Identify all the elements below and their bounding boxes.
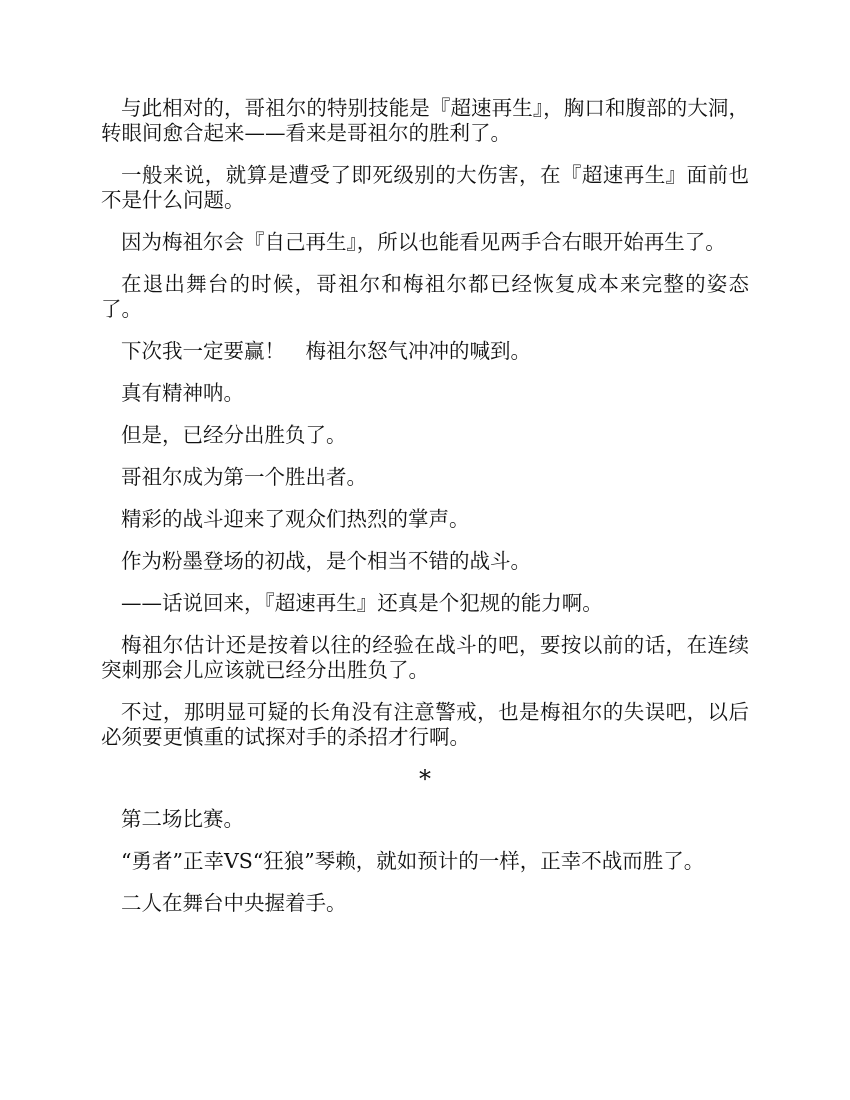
section-separator: * (419, 765, 431, 793)
paragraph: 二人在舞台中央握着手。 (121, 891, 347, 915)
paragraph: 因为梅祖尔会『自己再生』，所以也能看见两手合右眼开始再生了。 (121, 230, 726, 254)
paragraph: 但是，已经分出胜负了。 (121, 423, 347, 447)
paragraph: 一般来说，就算是遭受了即死级别的大伤害，在『超速再生』面前也不是什么问题。 (101, 163, 749, 212)
paragraph: 真有精神呐。 (121, 381, 244, 405)
paragraph: 不过，那明显可疑的长角没有注意警戒，也是梅祖尔的失误吧，以后必须要更慎重的试探对手的杀招才行啊。 (101, 700, 749, 749)
paragraph: 在退出舞台的时候，哥祖尔和梅祖尔都已经恢复成本来完整的姿态了。 (101, 272, 749, 321)
paragraph: “勇者”正幸VS“狂狼”琴赖，就如预计的一样，正幸不战而胜了。 (121, 849, 705, 873)
paragraph: 哥祖尔成为第一个胜出者。 (121, 465, 367, 489)
paragraph: 第二场比赛。 (121, 807, 244, 831)
document-page (101, 96, 749, 933)
paragraph: 作为粉墨登场的初战，是个相当不错的战斗。 (121, 549, 531, 573)
paragraph: 梅祖尔估计还是按着以往的经验在战斗的吧，要按以前的话，在连续突刺那会儿应该就已经分出胜负了。 (101, 633, 749, 682)
paragraph: 精彩的战斗迎来了观众们热烈的掌声。 (121, 507, 470, 531)
paragraph: ——话说回来，『超速再生』还真是个犯规的能力啊。 (121, 591, 603, 615)
paragraph: 与此相对的，哥祖尔的特别技能是『超速再生』，胸口和腹部的大洞，转眼间愈合起来——看来是哥祖尔的胜利了。 (101, 96, 749, 145)
paragraph: 下次我一定要赢！ 梅祖尔怒气冲冲的喊到。 (121, 339, 531, 363)
